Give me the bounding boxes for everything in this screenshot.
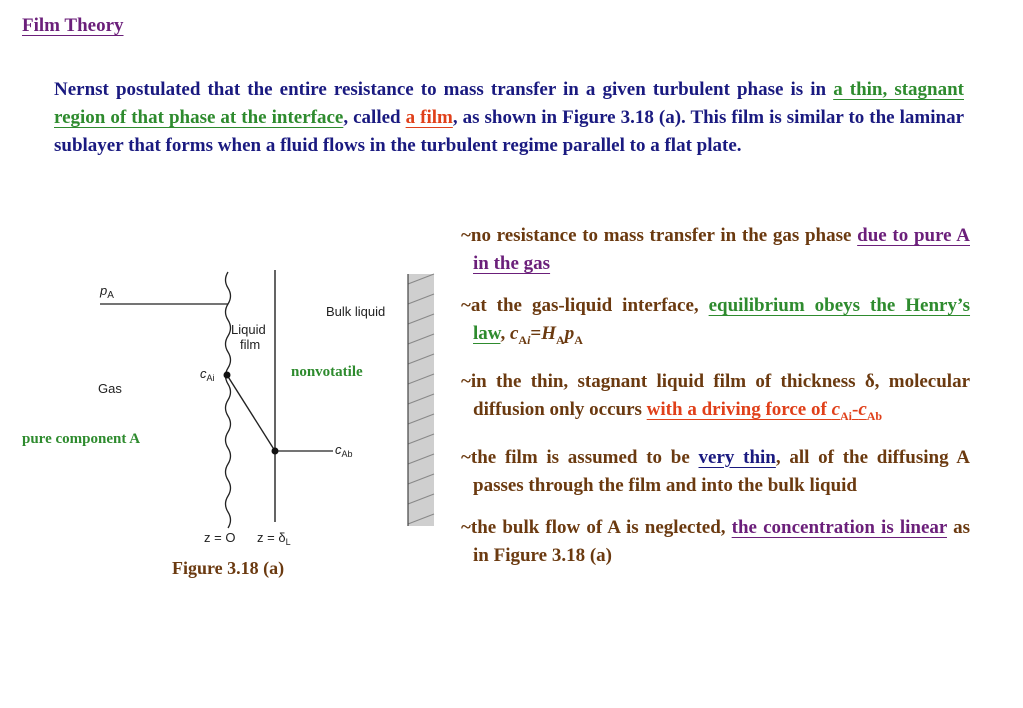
bulk-liquid-label: Bulk liquid [326,304,386,319]
figure-caption: Figure 3.18 (a) [172,558,285,578]
bullet-3-highlight: with a driving force of $c_{Ai}-c_{Ab}$ [646,398,883,423]
bullet-1: ~no resistance to mass transfer in the gas phase due to pure A in the gas [461,225,970,274]
bullet-5-highlight: the concentration is linear [731,516,947,538]
intro-text-3: , as shown in Figure 3.18 (a). This film is similar to the laminar sublayer that forms when a fluid flows in the turbulent regime parallel to a flat plate. [54,107,964,156]
cAb-point [272,448,279,455]
intro-highlight-film: a film [405,107,453,128]
page-title: Film Theory [22,15,124,36]
intro-paragraph [54,76,964,160]
bullet-2-highlight: equilibrium obeys the Henry’s law [473,295,971,344]
pure-component-label: pure component A [22,431,141,447]
bullet-1-highlight: due to pure A in the gas [473,225,970,274]
interface-wavy-line [226,272,231,528]
pA-label: $p_A$ [100,283,114,301]
gas-label: Gas [98,381,122,396]
liquid-film-label-2: film [240,337,261,352]
bullet-4: ~the film is assumed to be very thin, all of the diffusing A passes through the film and into the bulk liquid [461,446,970,496]
bullet-4-highlight: very thin [698,446,776,468]
cAi-point [224,372,231,379]
liquid-film-label-1: Liquid [231,322,266,337]
cAi-label: $c_{Ai}$ [200,366,215,383]
bullet-2: ~at the gas-liquid interface, equilibrium obeys the Henry’s law, $c_{Ai}=H_Ap_A$ [461,295,971,347]
cAb-label: $c_{Ab}$ [335,442,353,459]
concentration-profile [227,375,275,451]
intro-text-2: , called [343,107,406,128]
bulk-liquid-wall [408,274,434,526]
bullet-3: ~in the thin, stagnant liquid film of thickness δ, molecular diffusion only occurs with a driving force of $c_{Ai}-c_{Ab}$ [461,370,970,423]
zdelta-label: $z = \delta_L$ [257,530,291,547]
film-theory-diagram [90,262,440,557]
bullet-5: ~the bulk flow of A is neglected, the concentration is linear as in Figure 3.18 (a) [461,516,970,566]
bullet-list [461,222,970,584]
intro-highlight-thin-region: a thin, stagnant region of that phase at the interface [54,79,964,128]
nonvolatile-label: nonvotatile [291,364,363,380]
intro-text-1: Nernst postulated that the entire resistance to mass transfer in a given turbulent phase is in [54,79,834,100]
z0-label: z = O [204,530,236,545]
